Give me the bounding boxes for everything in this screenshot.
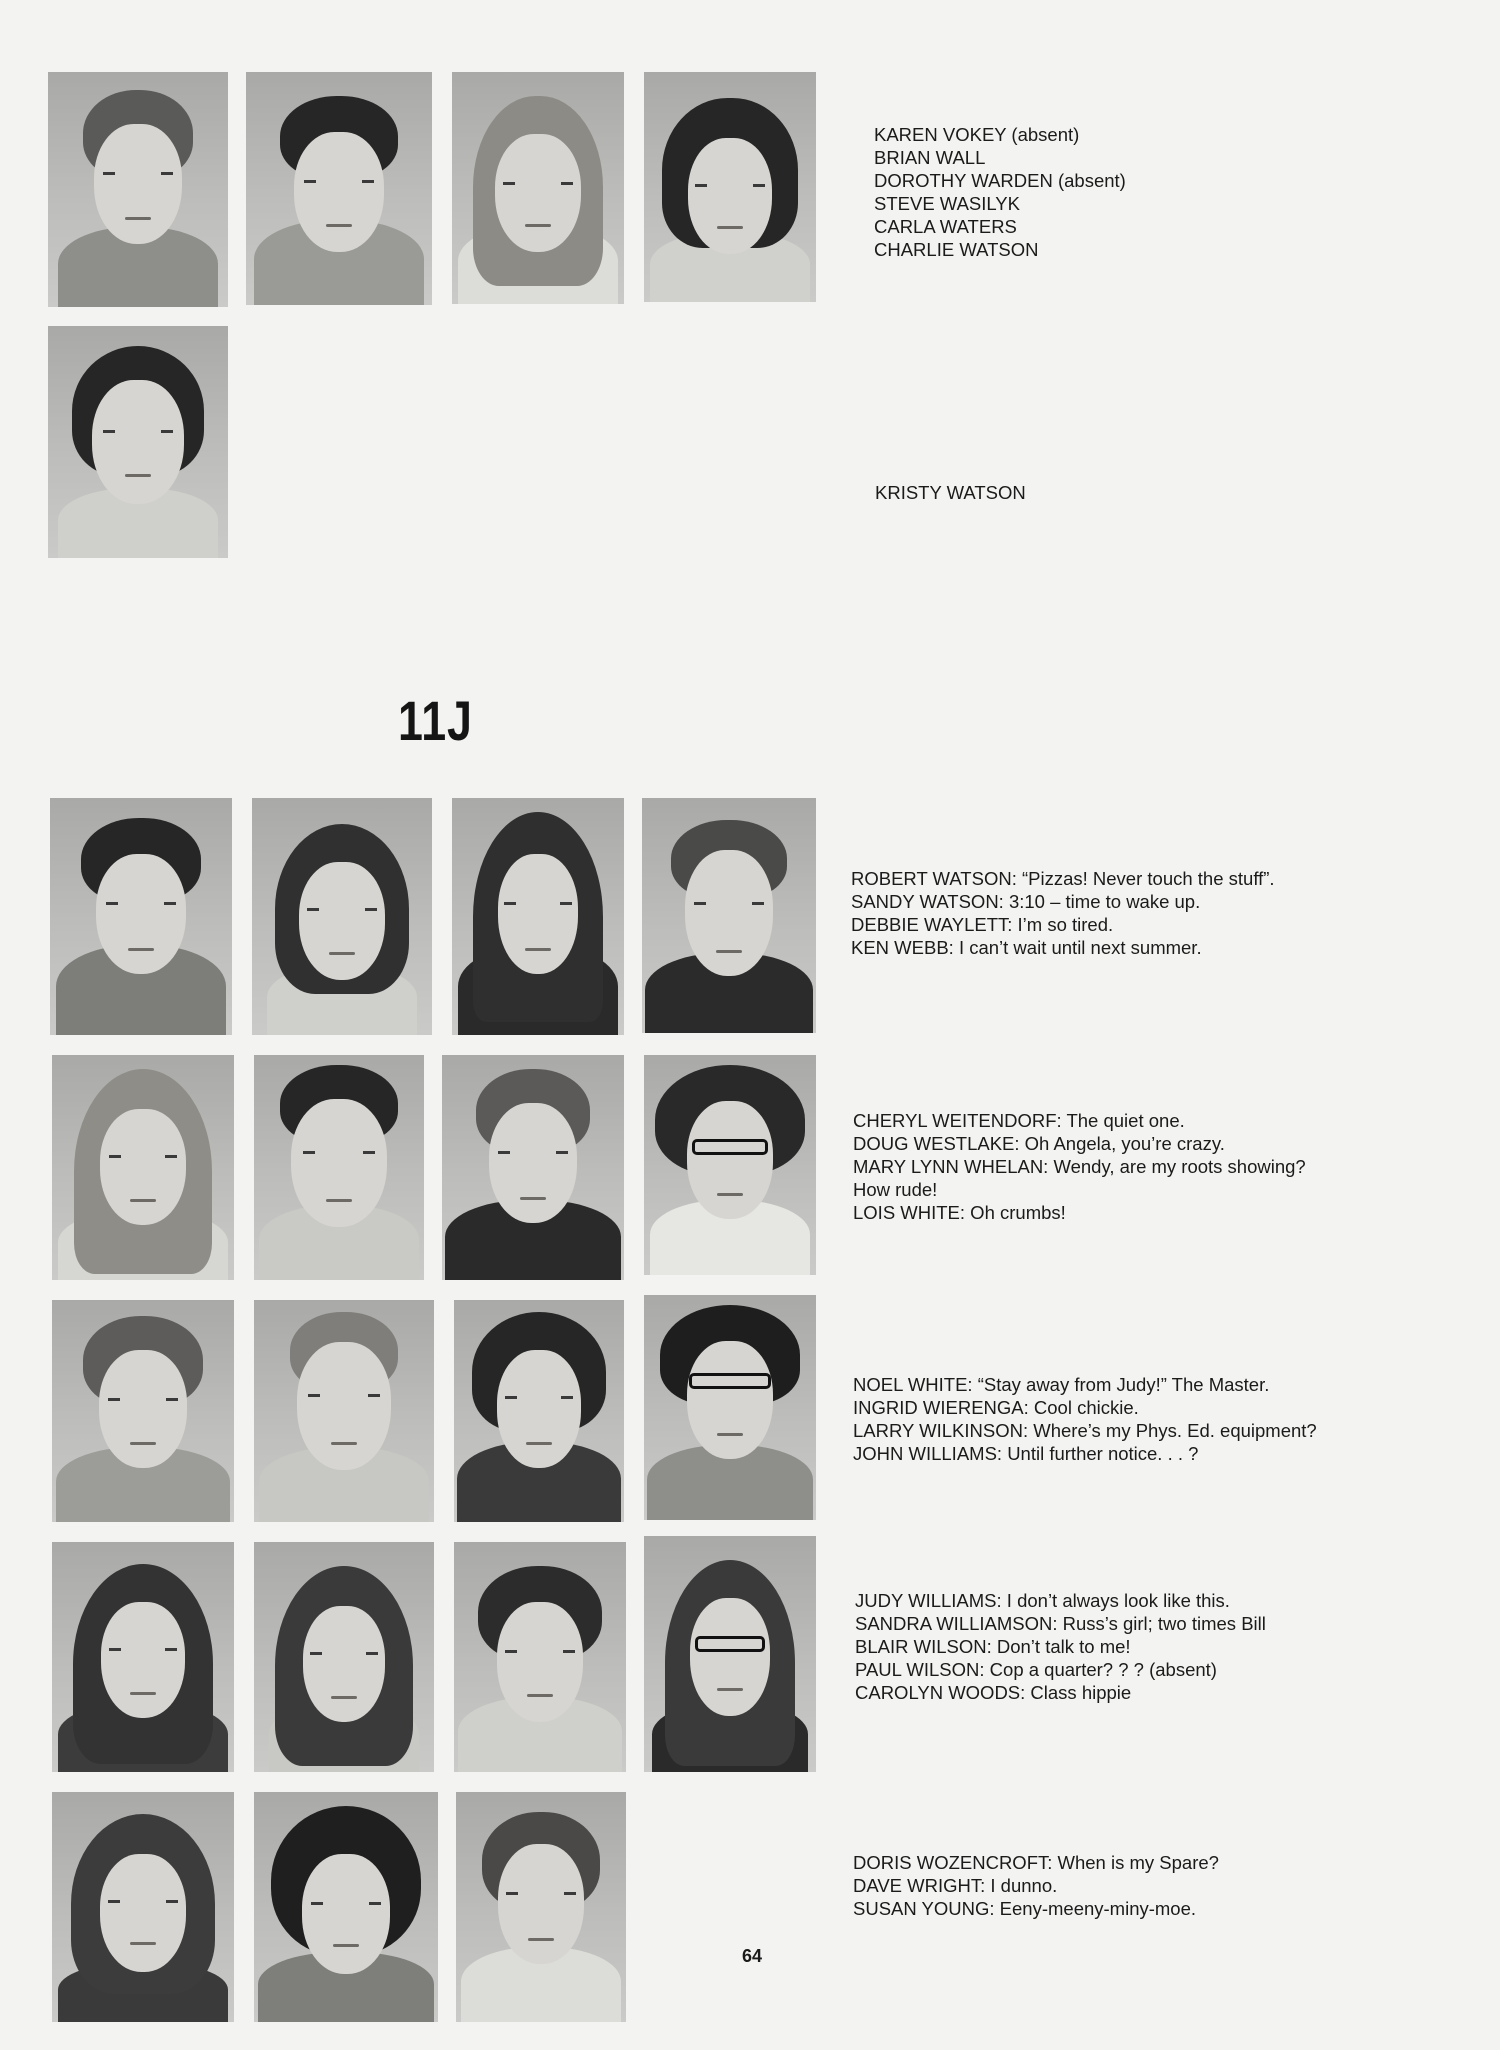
caption-line: MARY LYNN WHELAN: Wendy, are my roots showing? bbox=[853, 1156, 1306, 1177]
student-photo bbox=[254, 1055, 424, 1280]
caption-line: CHARLIE WATSON bbox=[874, 239, 1039, 260]
caption-line: KAREN VOKEY (absent) bbox=[874, 124, 1080, 145]
student-photo bbox=[454, 1300, 624, 1522]
caption-line: CAROLYN WOODS: Class hippie bbox=[855, 1682, 1132, 1703]
caption-line: ROBERT WATSON: “Pizzas! Never touch the stuff”. bbox=[851, 868, 1275, 889]
caption-line: JUDY WILLIAMS: I don’t always look like this. bbox=[855, 1590, 1230, 1611]
student-photo bbox=[254, 1300, 434, 1522]
caption-line: DAVE WRIGHT: I dunno. bbox=[853, 1875, 1058, 1896]
caption-row-1 bbox=[851, 867, 1275, 959]
caption-line: DEBBIE WAYLETT: I’m so tired. bbox=[851, 914, 1114, 935]
student-photo bbox=[246, 72, 432, 305]
student-photo bbox=[452, 798, 624, 1035]
caption-line: PAUL WILSON: Cop a quarter? ? ? (absent) bbox=[855, 1659, 1217, 1680]
student-photo bbox=[452, 72, 624, 304]
caption-line: How rude! bbox=[853, 1179, 938, 1200]
student-photo bbox=[52, 1300, 234, 1522]
caption-line: INGRID WIERENGA: Cool chickie. bbox=[853, 1397, 1139, 1418]
student-photo bbox=[456, 1792, 626, 2022]
caption-line: SANDRA WILLIAMSON: Russ’s girl; two times Bill bbox=[855, 1613, 1266, 1634]
student-photo bbox=[454, 1542, 626, 1772]
caption-line: SUSAN YOUNG: Eeny-meeny-miny-moe. bbox=[853, 1898, 1197, 1919]
student-photo bbox=[254, 1542, 434, 1772]
caption-line: LARRY WILKINSON: Where’s my Phys. Ed. equipment? bbox=[853, 1420, 1317, 1441]
section-heading: 11J bbox=[398, 689, 473, 752]
caption-line: BRIAN WALL bbox=[874, 147, 986, 168]
student-photo bbox=[644, 1295, 816, 1520]
student-photo bbox=[52, 1055, 234, 1280]
caption-single bbox=[875, 481, 1026, 504]
caption-line: LOIS WHITE: Oh crumbs! bbox=[853, 1202, 1066, 1223]
caption-line: CARLA WATERS bbox=[874, 216, 1017, 237]
student-photo bbox=[252, 798, 432, 1035]
caption-line: NOEL WHITE: “Stay away from Judy!” The Master. bbox=[853, 1374, 1270, 1395]
caption-top-block bbox=[874, 123, 1126, 261]
student-photo bbox=[644, 1536, 816, 1772]
student-photo bbox=[48, 326, 228, 558]
student-photo bbox=[644, 1055, 816, 1275]
caption-line: CHERYL WEITENDORF: The quiet one. bbox=[853, 1110, 1185, 1131]
caption-line: DORIS WOZENCROFT: When is my Spare? bbox=[853, 1852, 1219, 1873]
caption-line: SANDY WATSON: 3:10 – time to wake up. bbox=[851, 891, 1201, 912]
student-photo bbox=[254, 1792, 438, 2022]
caption-line: KRISTY WATSON bbox=[875, 482, 1026, 503]
student-photo bbox=[644, 72, 816, 302]
page-number: 64 bbox=[742, 1946, 763, 1966]
student-photo bbox=[48, 72, 228, 307]
student-photo bbox=[50, 798, 232, 1035]
caption-line: STEVE WASILYK bbox=[874, 193, 1020, 214]
student-photo bbox=[52, 1792, 234, 2022]
caption-line: BLAIR WILSON: Don’t talk to me! bbox=[855, 1636, 1131, 1657]
caption-line: KEN WEBB: I can’t wait until next summer. bbox=[851, 937, 1202, 958]
caption-row-2 bbox=[853, 1109, 1306, 1224]
caption-line: JOHN WILLIAMS: Until further notice. . . ? bbox=[853, 1443, 1199, 1464]
caption-row-3 bbox=[853, 1373, 1317, 1465]
student-photo bbox=[52, 1542, 234, 1772]
caption-row-4 bbox=[855, 1589, 1266, 1704]
caption-line: DOROTHY WARDEN (absent) bbox=[874, 170, 1126, 191]
caption-row-5 bbox=[853, 1851, 1219, 1920]
caption-line: DOUG WESTLAKE: Oh Angela, you’re crazy. bbox=[853, 1133, 1225, 1154]
student-photo bbox=[442, 1055, 624, 1280]
student-photo bbox=[642, 798, 816, 1033]
